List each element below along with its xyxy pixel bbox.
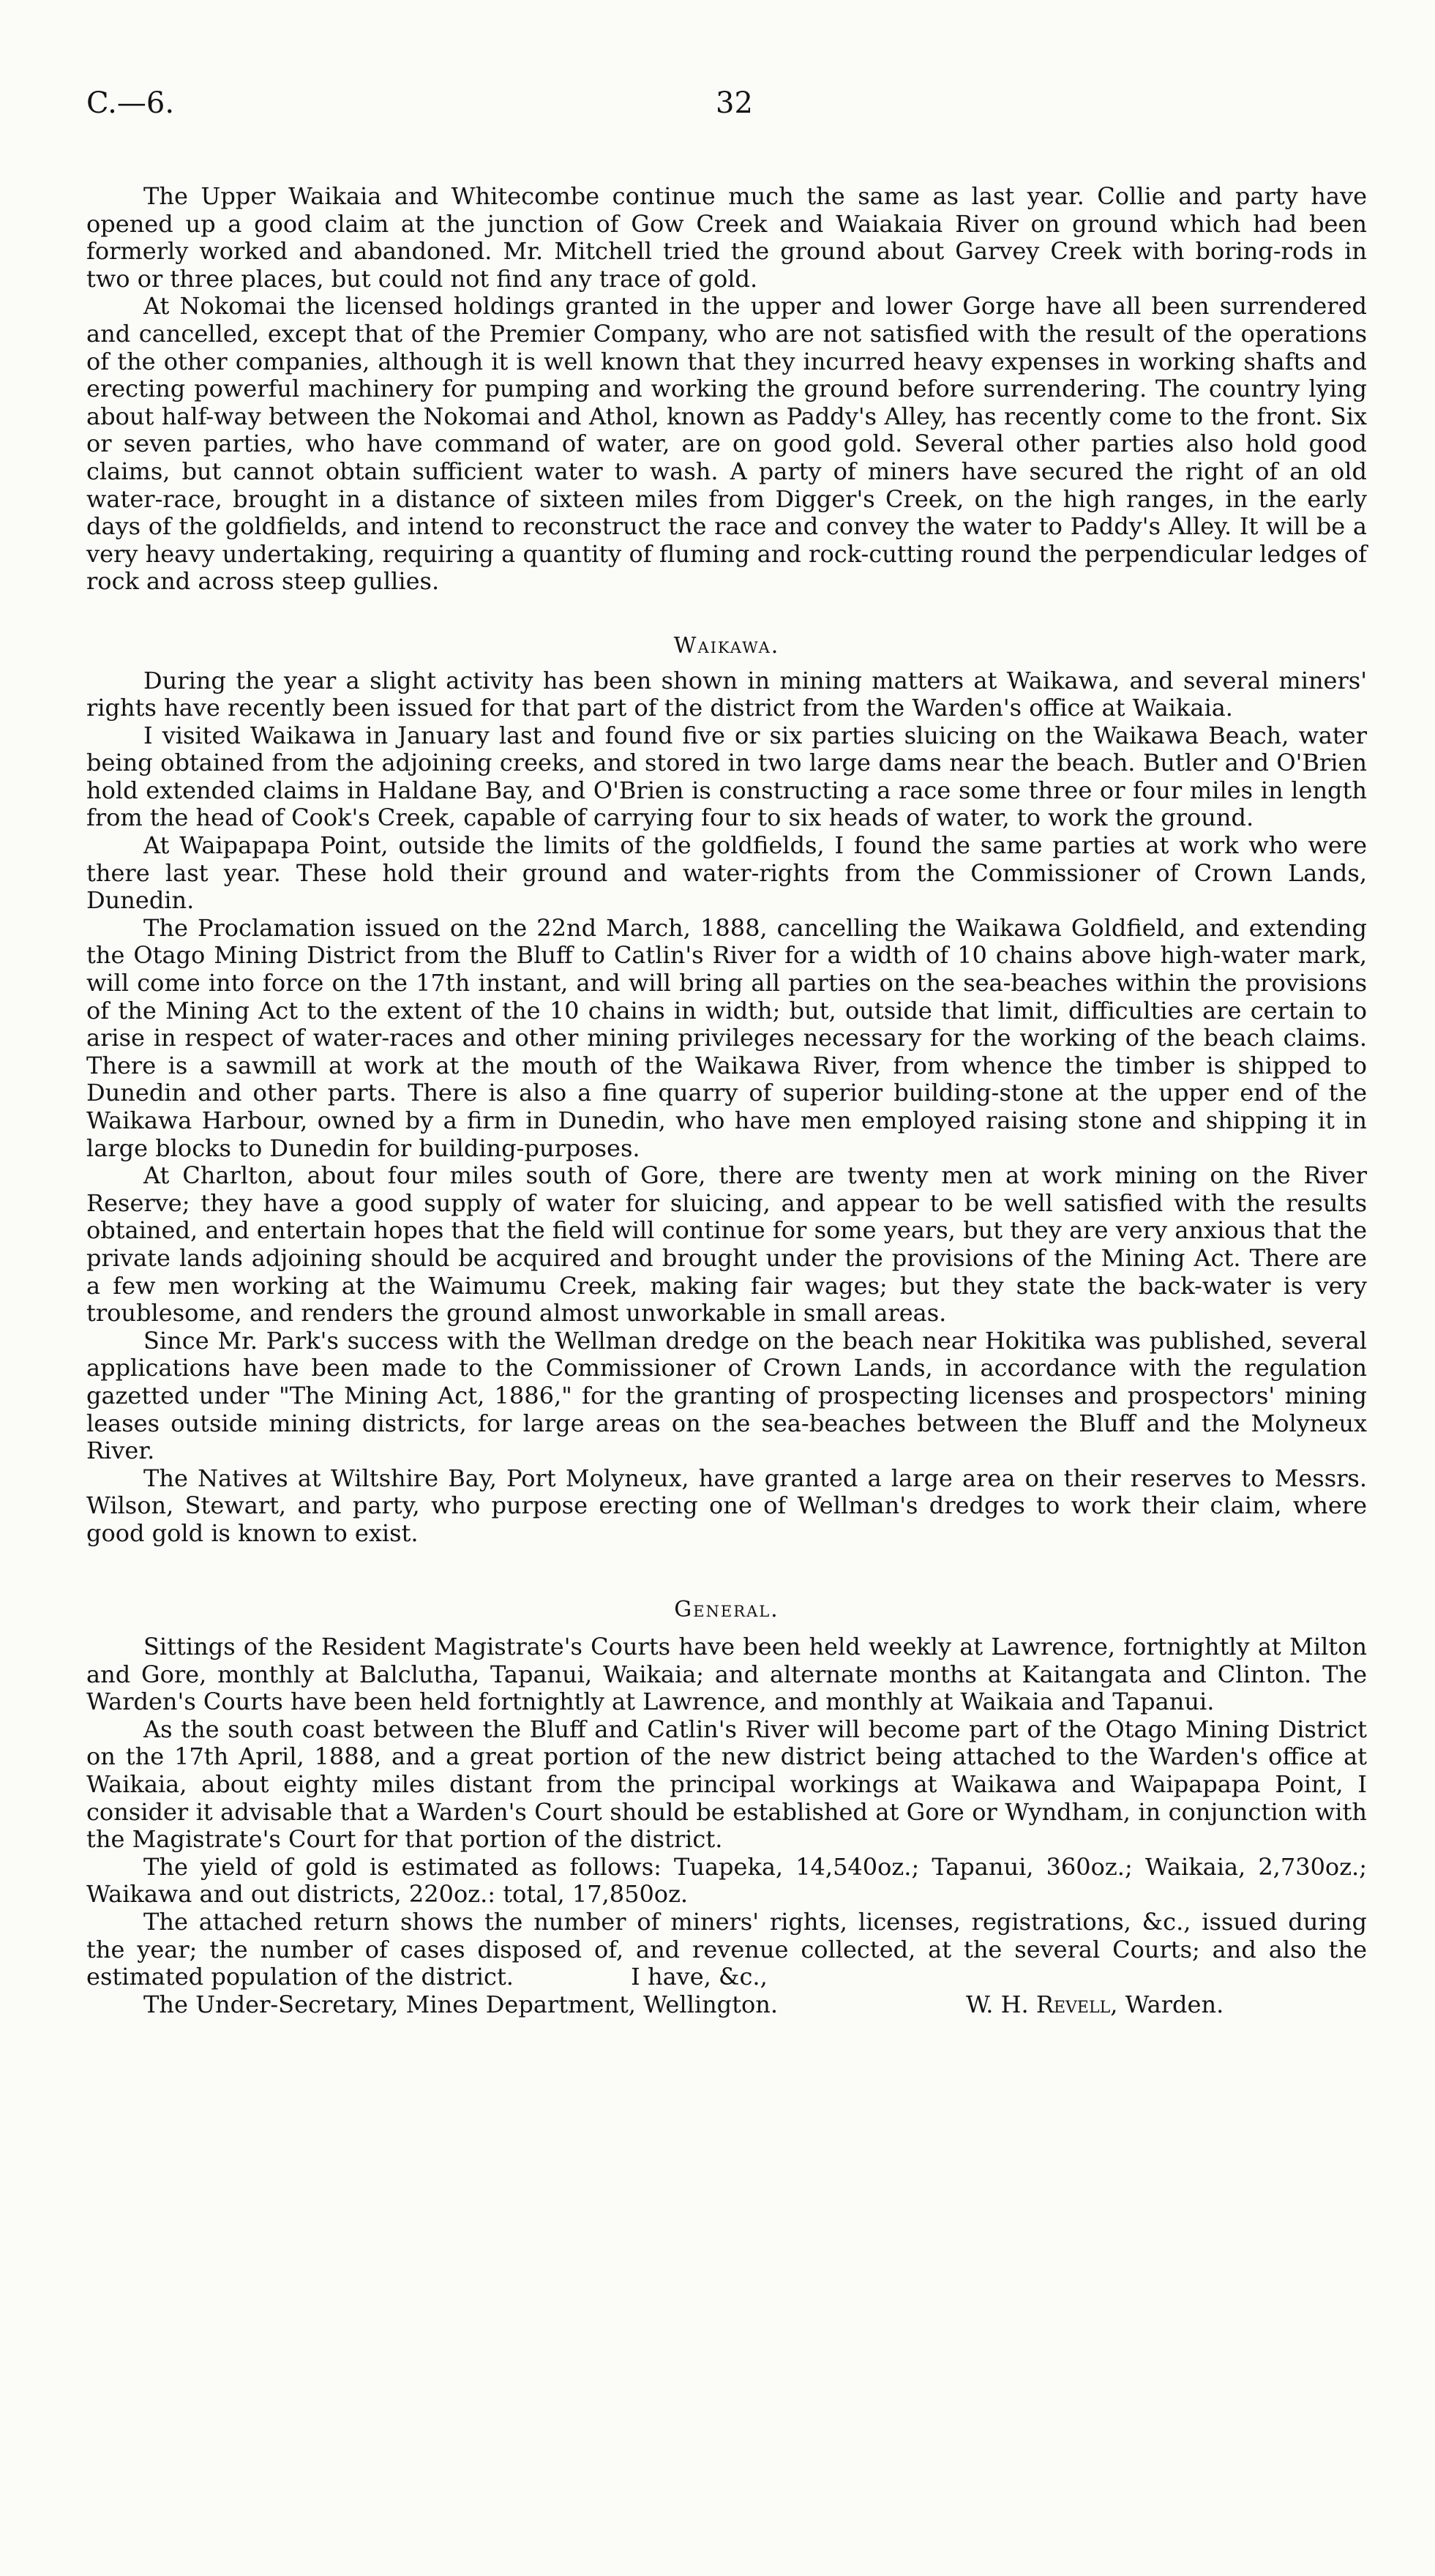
document-reference: C.—6.	[86, 86, 175, 120]
signature-name: W. H. Revell,	[966, 1990, 1118, 2018]
addressee: The Under-Secretary, Mines Department, Wellington.	[143, 1990, 779, 2018]
paragraph: At Nokomai the licensed holdings granted in the upper and lower Gorge have all been surrendered and cancelled, except that of the Premier Company, who are not satisfied with the result of the operations of the other companies, although it is well known that they incurred heavy expenses in working shafts and erecting powerful machinery for pumping and working the ground before surrendering. The country lying about half-way between the Nokomai and Athol, known as Paddy's Alley, has recently come to the front. Six or seven parties, who have command of water, are on good gold. Several other parties also hold good claims, but cannot obtain sufficient water to wash. A party of miners have secured the right of an old water-race, brought in a distance of sixteen miles from Digger's Creek, on the high ranges, in the early days of the goldfields, and intend to reconstruct the race and convey the water to Paddy's Alley. It will be a very heavy undertaking, requiring a quantity of fluming and rock-cutting round the perpendicular ledges of rock and across steep gullies.	[86, 292, 1367, 596]
paragraph-last	[86, 1909, 1367, 1991]
page-number: 32	[716, 86, 753, 120]
last-paragraph-text: The attached return shows the number of miners' rights, licenses, registrations, &c., issued during the year; the number of cases disposed of, and revenue collected, at the several Courts; and also the estimated population of the district.	[86, 1908, 1367, 1991]
paragraph: As the south coast between the Bluff and Catlin's River will become part of the Otago Mining District on the 17th April, 1888, and a great portion of the new district being attached to the Warden's office at Waikaia, about eighty miles distant from the principal workings at Waikawa and Waipapapa Point, I consider it advisable that a Warden's Court should be established at Gore or Wyndham, in conjunction with the Magistrate's Court for that portion of the district.	[86, 1715, 1367, 1854]
paragraph: During the year a slight activity has been shown in mining matters at Waikawa, and several miners' rights have recently been issued for that part of the district from the Warden's office at Waikaia.	[86, 666, 1367, 722]
signature-title: Warden.	[1125, 1990, 1224, 2018]
page-header	[86, 86, 1367, 130]
valediction: I have, &c.,	[631, 1963, 768, 1991]
paragraph: I visited Waikawa in January last and found five or six parties sluicing on the Waikawa Beach, water being obtained from the adjoining creeks, and stored in two large dams near the beach. Butler and O'Brien hold extended claims in Haldane Bay, and O'Brien is constructing a race some three or four miles in length from the head of Cook's Creek, capable of carrying four to six heads of water, to work the ground.	[86, 721, 1367, 832]
paragraph: Since Mr. Park's success with the Wellman dredge on the beach near Hokitika was published, several applications have been made to the Commissioner of Crown Lands, in accordance with the regulation gazetted under "The Mining Act, 1886," for the granting of prospecting licenses and prospectors' mining leases outside mining districts, for large areas on the sea-beaches between the Bluff and the Molyneux River.	[86, 1326, 1367, 1465]
section-heading-waikawa: Waikawa.	[673, 632, 780, 659]
signature	[966, 1991, 1224, 2019]
paragraph: The yield of gold is estimated as follows: Tuapeka, 14,540oz.; Tapanui, 360oz.; Waikaia, 2,730oz.; Waikawa and out districts, 220oz.: total, 17,850oz.	[86, 1852, 1367, 1909]
document-body	[86, 183, 1367, 2019]
paragraph: The Proclamation issued on the 22nd March, 1888, cancelling the Waikawa Goldfield, and extending the Otago Mining District from the Bluff to Catlin's River for a width of 10 chains above high-water mark, will come into force on the 17th instant, and will bring all parties on the sea-beaches within the provisions of the Mining Act to the extent of the 10 chains in width; but, outside that limit, difficulties are certain to arise in respect of water-races and other mining privileges necessary for the working of the beach claims. There is a sawmill at work at the mouth of the Waikawa River, from whence the timber is shipped to Dunedin and other parts. There is also a fine quarry of superior building-stone at the upper end of the Waikawa Harbour, owned by a firm in Dunedin, who have men employed raising stone and shipping it in large blocks to Dunedin for building-purposes.	[86, 913, 1367, 1162]
paragraph: At Waipapapa Point, outside the limits of the goldfields, I found the same parties at work who were there last year. These hold their ground and water-rights from the Commissioner of Crown Lands, Dunedin.	[86, 831, 1367, 915]
paragraph: The Upper Waikaia and Whitecombe continue much the same as last year. Collie and party have opened up a good claim at the junction of Gow Creek and Waiakaia River on ground which had been formerly worked and abandoned. Mr. Mitchell tried the ground about Garvey Creek with boring-rods in two or three places, but could not find any trace of gold.	[86, 182, 1367, 293]
paragraph: Sittings of the Resident Magistrate's Courts have been held weekly at Lawrence, fortnightly at Milton and Gore, monthly at Balclutha, Tapanui, Waikaia; and alternate months at Kaitangata and Clinton. The Warden's Courts have been held fortnightly at Lawrence, and monthly at Waikaia and Tapanui.	[86, 1633, 1367, 1716]
signature-line	[86, 1991, 1367, 2019]
paragraph: The Natives at Wiltshire Bay, Port Molyneux, have granted a large area on their reserves to Messrs. Wilson, Stewart, and party, who purpose erecting one of Wellman's dredges to work their claim, where good gold is known to exist.	[86, 1464, 1367, 1547]
section-heading-general: General.	[674, 1596, 779, 1622]
paragraph: At Charlton, about four miles south of Gore, there are twenty men at work mining on the River Reserve; they have a good supply of water for sluicing, and appear to be well satisfied with the results obtained, and entertain hopes that the field will continue for some years, but they are very anxious that the private lands adjoining should be acquired and brought under the provisions of the Mining Act. There are a few men working at the Waimumu Creek, making fair wages; but they state the back-water is very troublesome, and renders the ground almost unworkable in small areas.	[86, 1161, 1367, 1328]
